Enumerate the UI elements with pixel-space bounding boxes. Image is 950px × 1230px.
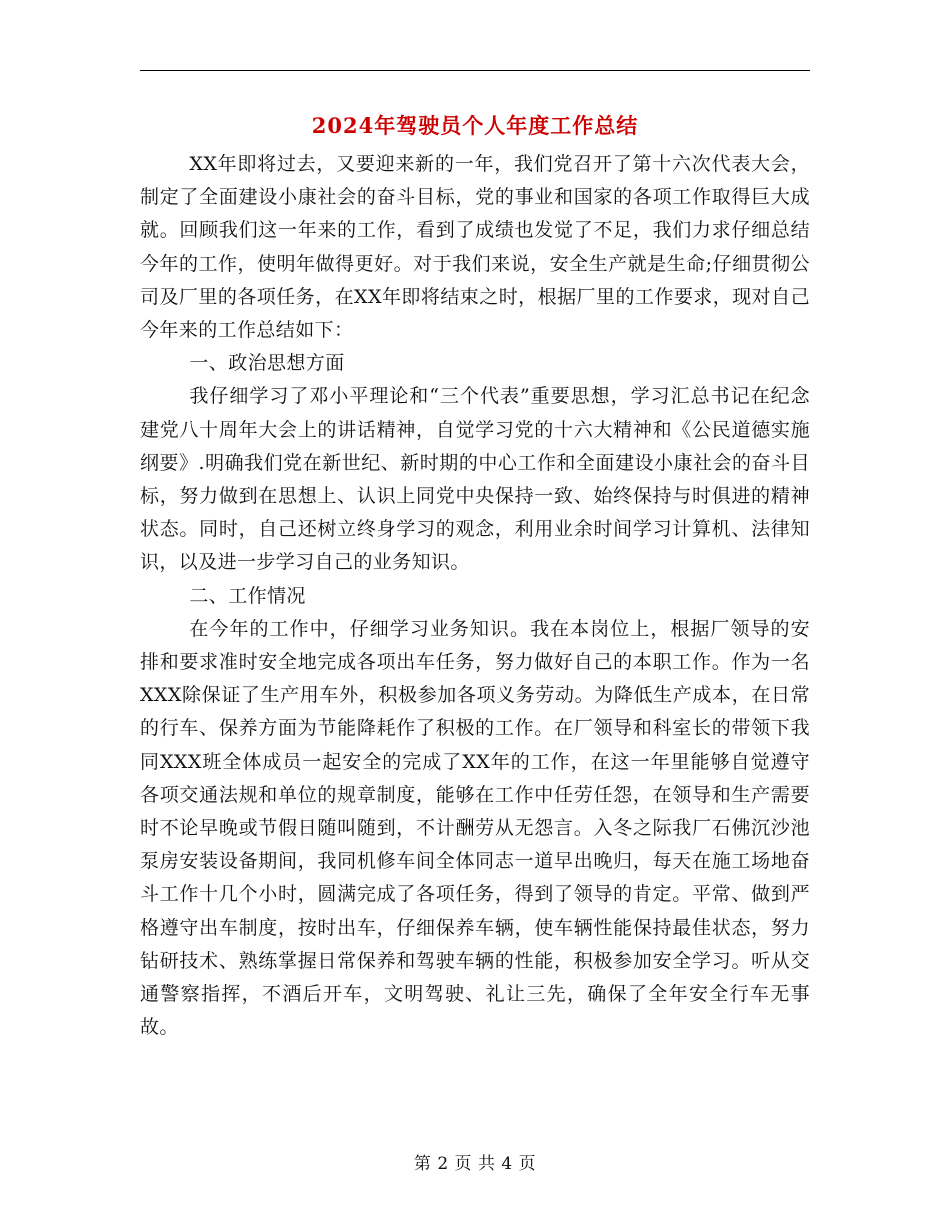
paragraph-work: 在今年的工作中，仔细学习业务知识。我在本岗位上，根据厂领导的安排和要求准时安全地完成各项出车任务，努力做好自己的本职工作。作为一名XXX除保证了生产用车外，积极参加各项义务劳动。为降低生产成本，在日常的行车、保养方面为节能降耗作了积极的工作。在厂领导和科室长的带领下我同XXX班全体成员一起安全的完成了XX年的工作，在这一年里能够自觉遵守各项交通法规和单位的规章制度，能够在工作中任劳任怨，在领导和生产需要时不论早晚或节假日随叫随到，不计酬劳从无怨言。入冬之际我厂石佛沉沙池泵房安装设备期间，我同机修车间全体同志一道早出晚归，每天在施工场地奋斗工作十几个小时，圆满完成了各项任务，得到了领导的肯定。平常、做到严格遵守出车制度，按时出车，仔细保养车辆，使车辆性能保持最佳状态，努力钻研技术、熟练掌握日常保养和驾驶车辆的性能，积极参加安全学习。听从交通警察指挥，不酒后开车，文明驾驶、礼让三先，确保了全年安全行车无事故。 [140,617,810,1039]
header-rule [140,70,810,71]
section-heading-political: 一、政治思想方面 [189,352,345,375]
document-title: 2024年驾驶员个人年度工作总结 [311,113,639,138]
page-number-footer: 第 2 页 共 4 页 [413,1154,537,1174]
paragraph-political: 我仔细学习了邓小平理论和“三个代表”重要思想，学习汇总书记在纪念建党八十周年大会上的讲话精神，自觉学习党的十六大精神和《公民道德实施纲要》.明确我们党在新世纪、新时期的中心工作和全面建设小康社会的奋斗目标，努力做到在思想上、认识上同党中央保持一致、始终保持与时俱进的精神状态。同时，自己还树立终身学习的观念，利用业余时间学习计算机、法律知识，以及进一步学习自己的业务知识。 [140,385,810,574]
paragraph-intro: XX年即将过去，又要迎来新的一年，我们党召开了第十六次代表大会，制定了全面建设小康社会的奋斗目标，党的事业和国家的各项工作取得巨大成就。回顾我们这一年来的工作，看到了成绩也发觉了不足，我们力求仔细总结今年的工作，使明年做得更好。对于我们来说，安全生产就是生命;仔细贯彻公司及厂里的各项任务，在XX年即将结束之时，根据厂里的工作要求，现对自己今年来的工作总结如下： [140,153,810,342]
document-body [140,148,810,1044]
section-heading-work: 二、工作情况 [189,584,306,607]
